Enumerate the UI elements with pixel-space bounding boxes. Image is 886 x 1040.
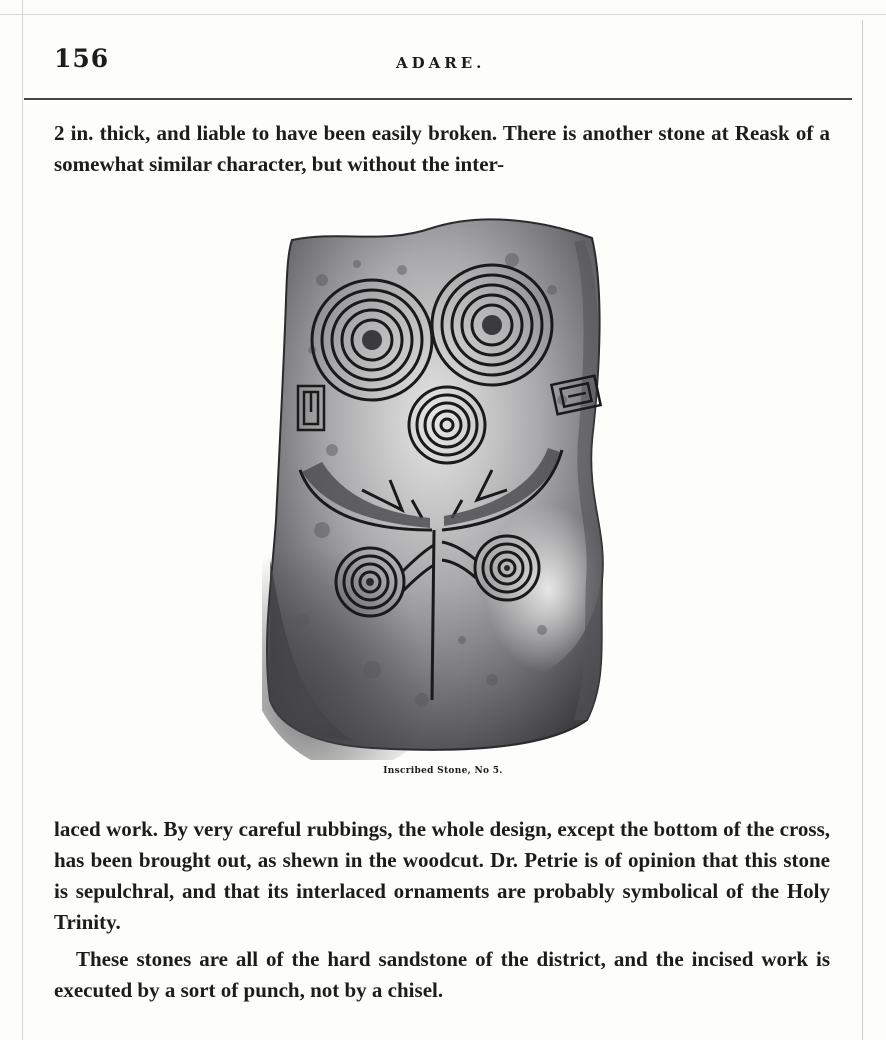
header-rule xyxy=(24,98,852,100)
bottom-paragraphs-block xyxy=(54,814,830,1006)
inscribed-stone-illustration xyxy=(262,200,622,760)
running-head: ADARE. xyxy=(396,54,486,72)
page-edge-right xyxy=(862,20,863,1040)
top-paragraph-block xyxy=(54,118,830,180)
page-edge-left xyxy=(22,0,23,1040)
page-number: 156 xyxy=(54,44,110,73)
bottom-paragraph-2: These stones are all of the hard sandstone of the district, and the incised work is executed by a sort of punch, not by a chisel. xyxy=(54,947,830,1002)
page-edge-top xyxy=(0,14,886,15)
figure-caption: Inscribed Stone, No 5. xyxy=(383,766,503,776)
top-paragraph: 2 in. thick, and liable to have been easily broken. There is another stone at Reask of a somewhat similar character, but without the inter- xyxy=(54,121,830,176)
bottom-paragraph-1: laced work. By very careful rubbings, the whole design, except the bottom of the cross, has been brought out, as shewn in the woodcut. Dr. Petrie is of opinion that this stone is sepulchral, and that its interlaced ornaments are probably symbolical of the Holy Trinity. xyxy=(54,817,830,934)
inscribed-stone-figure xyxy=(262,200,622,760)
